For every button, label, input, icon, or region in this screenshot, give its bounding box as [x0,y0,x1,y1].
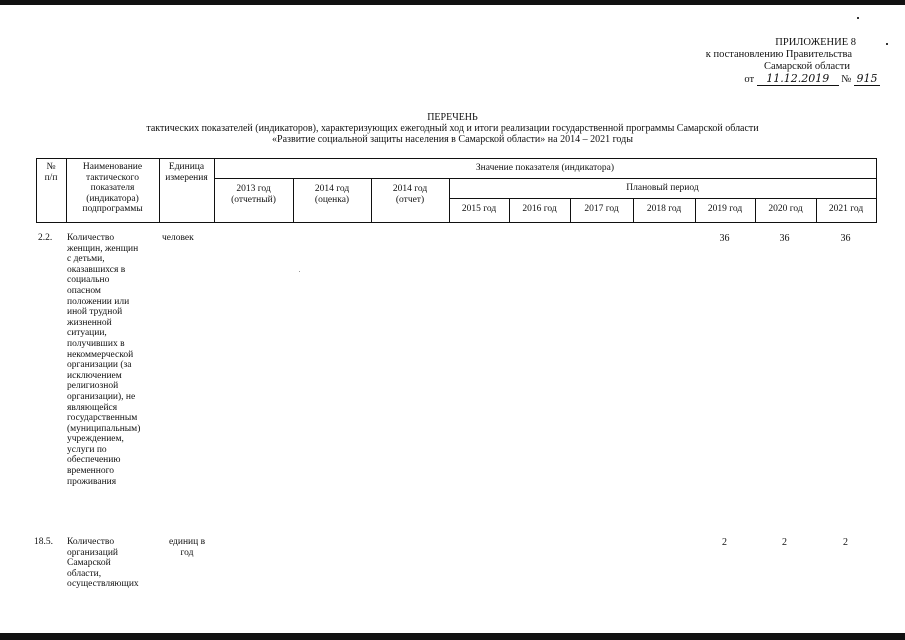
row-2-value-2019: 2 [722,537,727,548]
title-line-1: тактических показателей (индикаторов), характеризующих ежегодный ход и итоги реализации государственной программы Самарской области [146,123,759,134]
table-rule-right [876,158,877,223]
row-1-name: Количество женщин, женщин с детьми, оказавшихся в социально опасном положении или иной трудной жизненной ситуации, получивших в некоммерческой организации (за исключением религиозной организации), не являющейся государственным (муниципальным) учреждением, услуги по обеспечению временного проживания [67,233,141,487]
header-2018: 2018 год [646,204,682,214]
header-2014-estimate: 2014 год (оценка) [314,184,350,205]
header-2019: 2019 год [707,204,743,214]
row-1-unit: человек [162,233,194,243]
scan-speck [299,271,300,272]
row-1-value-2021: 36 [840,233,851,244]
header-2016: 2016 год [522,204,557,214]
header-2014-report: 2014 год (отчет) [392,184,428,205]
appendix-to-resolution: к постановлению Правительства [705,49,852,60]
header-value-group: Значение показателя (индикатора) [475,163,615,173]
row-1-num: 2.2. [38,233,53,243]
header-2017: 2017 год [584,204,619,214]
row-2-value-2020: 2 [782,537,787,548]
row-1-value-2019: 36 [719,233,730,244]
row-2-num: 18.5. [34,537,53,547]
appendix-region: Самарской области [764,61,850,72]
row-2-value-2021: 2 [843,537,848,548]
date-value: 11.12.2019 [757,73,839,86]
date-prefix: от [744,74,755,85]
header-plan-group: Плановый период [626,183,699,193]
table-rule-plan-group [449,198,876,199]
table-rule-value-group [214,178,876,179]
header-2021: 2021 год [828,204,864,214]
number-value: 915 [854,73,880,86]
table-rule-header-bottom [36,222,876,223]
header-2013: 2013 год (отчетный) [231,184,276,205]
number-prefix: № [841,74,852,85]
appendix-label: ПРИЛОЖЕНИЕ 8 [775,37,856,48]
title-line-2: «Развитие социальной защиты населения в Самарской области» на 2014 – 2021 годы [272,134,633,145]
row-2-unit: единиц в год [168,537,206,558]
header-2020: 2020 год [768,204,803,214]
bottom-border [0,633,905,640]
header-name: Наименование тактического показателя (индикатора) подпрограммы [82,162,143,214]
header-unit: Единица измерения [165,162,208,183]
table-rule-top [36,158,876,159]
header-2015: 2015 год [461,204,497,214]
row-2-name: Количество организаций Самарской области, осуществляющих [67,537,139,590]
row-1-value-2020: 36 [779,233,790,244]
header-num: № п/п [44,162,58,183]
title-heading: ПЕРЕЧЕНЬ [427,112,478,123]
